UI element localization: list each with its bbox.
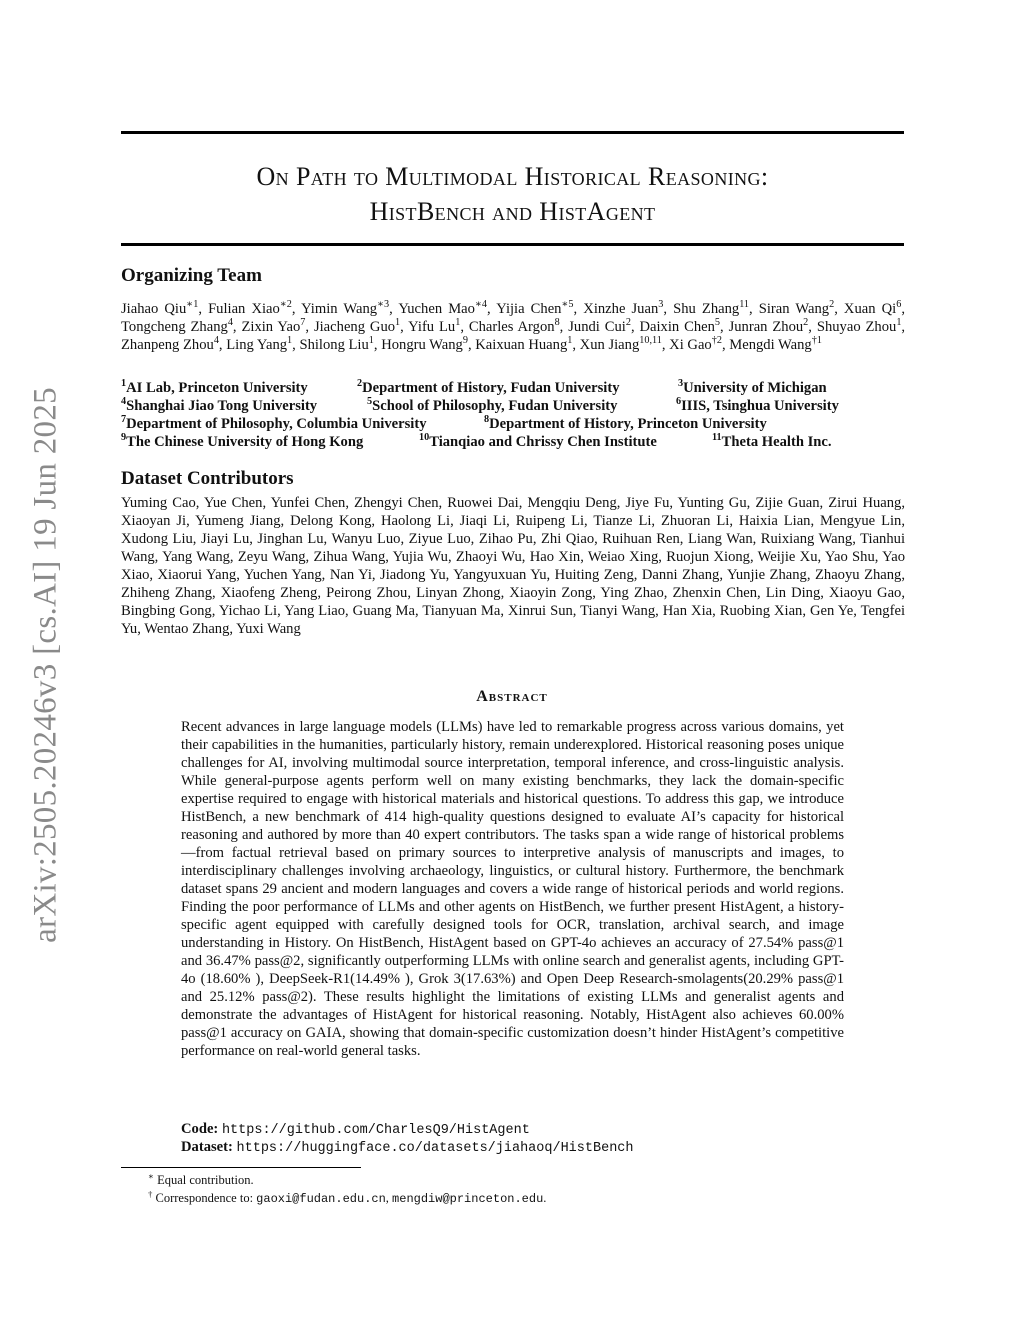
abstract-heading: Abstract (476, 688, 548, 705)
affiliation-9: $^9$The Chinese University of Hong Kong (121, 432, 364, 450)
affiliation-3: $^3$University of Michigan (678, 378, 827, 396)
affiliation-row-3 (121, 416, 767, 433)
author-affiliation-mark: 8 (554, 317, 560, 329)
author-name: Yuchen Mao (398, 301, 475, 317)
author-name: Ling Yang (226, 337, 288, 353)
title-rule-bottom (121, 243, 904, 246)
author-affiliation-mark: 1 (455, 317, 461, 329)
contributor-list: Yuming Cao, Yue Chen, Yunfei Chen, Zhengyi Chen, Ruowei Dai, Mengqiu Deng, Jiye Fu, Yunting Gu, Zijie Guan, Zirui Huang, Xiaoyan Ji, Yumeng Jiang, Delong Kong, Haolong Li, Jiaqi Li, Ruipeng Li, Tianze Li, Zhuoran Li, Haixia Lian, Mengyue Lin, Xudong Liu, Jiayi Lu, Jinghan Lu, Wanyu Luo, Ziyue Luo, Zihao Pu, Zhi Qiao, Ruihuan Ren, Liang Wan, Ruixiang Wang, Tianhui Wang, Yang Wang, Zeyu Wang, Zihua Wang, Yujia Wu, Zhaoyi Wu, Hao Xin, Weiao Xing, Ruojun Xiong, Weijie Xu, Yao Shu, Yao Xiao, Xiaorui Yang, Yuchen Yang, Nan Yi, Jiadong Yu, Yangyuxuan Yu, Huiting Zeng, Danni Zhang, Yunjie Zhang, Zhaoyu Zhang, Zhiheng Zhang, Xiaofeng Zheng, Peirong Zhou, Linyan Zhong, Xiaoyin Zong, Ying Zhao, Zhenxin Chen, Lin Ding, Xiaoyu Gao, Bingbing Gong, Yichao Li, Yang Liao, Guang Ma, Tianyuan Ma, Xinrui Sun, Tianyi Wang, Han Xia, Ruobing Xian, Gen Ye, Tengfei Yu, Wentao Zhang, Yuxi Wang (121, 495, 905, 637)
author-name: Mengdi Wang (729, 337, 812, 353)
affiliation-row-2 (121, 398, 839, 415)
author-affiliation-mark: ∗3 (377, 299, 390, 311)
author-name: Jiacheng Guo (313, 319, 396, 335)
affiliation-6: $^6$IIIS, Tsinghua University (676, 396, 839, 414)
dataset-link-line (181, 1139, 634, 1156)
author-affiliation-mark: 1 (567, 335, 573, 347)
author-affiliation-mark: 11 (739, 299, 750, 311)
author-affiliation-mark: 10,11 (639, 335, 662, 347)
affiliation-5: $^5$School of Philosophy, Fudan University (367, 396, 618, 414)
author-name: Fulian Xiao (208, 301, 280, 317)
arxiv-id: arXiv:2505.20246v3 [cs.AI] 19 Jun 2025 (27, 387, 64, 943)
author-affiliation-mark: 2 (803, 317, 809, 329)
author-affiliation-mark: ∗4 (474, 299, 488, 311)
email-link-1[interactable]: gaoxi@fudan.edu.cn (256, 1192, 386, 1206)
author-name: Yijia Chen (496, 301, 562, 317)
footnote-correspondence: † Correspondence to: gaoxi@fudan.edu.cn, mengdiw@princeton.edu. (148, 1188, 547, 1206)
affiliation-8: $^8$Department of History, Princeton University (484, 414, 767, 432)
author-list: Jiahao Qiu$^{∗1}$, Fulian Xiao$^{∗2}$, Yimin Wang$^{∗3}$, Yuchen Mao$^{∗4}$, Yijia Chen$^{∗5}$, Xinzhe Juan$^3$, Shu Zhang$^{11}$, Siran Wang$^2$, Xuan Qi$^6$, Tongcheng Zhang$^4$, Zixin Yao$^7$, Jiacheng Guo$^1$, Yifu Lu$^1$, Charles Argon$^8$, Jundi Cui$^2$, Daixin Chen$^5$, Junran Zhou$^2$, Shuyao Zhou$^1$, Zhanpeng Zhou$^4$, Ling Yang$^1$, Shilong Liu$^1$, Hongru Wang$^9$, Kaixuan Huang$^1$, Xun Jiang$^{10,11}$, Xi Gao$^{\dagger 2}$, Mengdi Wang$^{\dagger 1}$ (121, 299, 906, 353)
code-label: Code: (181, 1121, 219, 1137)
abstract-body: Recent advances in large language models (LLMs) have led to remarkable progress across various domains, yet their capabilities in the humanities, particularly history, remain underexplored. Historical reasoning poses unique challenges for AI, involving multimodal source interpretation, temporal inference, and cross-linguistic analysis. While general-purpose agents perform well on many existing benchmarks, they lack the domain-specific expertise required to engage with historical materials and historical questions. To address this gap, we introduce HistBench, a new benchmark of 414 high-quality questions designed to evaluate AI’s capacity for historical reasoning and authored by more than 40 expert contributors. The tasks span a wide range of historical problems—from factual retrieval based on primary sources to interpretive analysis of manuscripts and images, to interdisciplinary challenges involving archaeology, linguistics, or cultural history. Furthermore, the benchmark dataset spans 29 ancient and modern languages and covers a wide range of historical periods and world regions. Finding the poor performance of LLMs and other agents on HistBench, we further present HistAgent, a history-specific agent equipped with carefully designed tools for OCR, translation, archival search, and image understanding in History. On HistBench, HistAgent based on GPT-4o achieves an accuracy of 27.54% pass@1 and 36.47% pass@2, significantly outperforming LLMs with online search and generalist agents, including GPT-4o (18.60% ), DeepSeek-R1(14.49% ), Grok 3(17.63%) and Open Deep Research-smolagents(20.29% pass@1 and 25.12% pass@2). These results highlight the limitations of existing LLMs and generalist agents and demonstrate the advantages of HistAgent for historical reasoning. Notably, HistAgent also achieves 60.00% pass@1 accuracy on GAIA, showing that domain-specific customization doesn’t hinder HistAgent’s competitive performance on real-world general tasks. (181, 719, 844, 1059)
author-affiliation-mark: 4 (213, 335, 219, 347)
author-name: Shilong Liu (299, 337, 369, 353)
footnote-mark-asterisk: ∗ (148, 1170, 154, 1181)
footnote-corr-text: Correspondence to: (155, 1191, 254, 1205)
author-name: Jiahao Qiu (121, 301, 187, 317)
author-name: Charles Argon (468, 319, 555, 335)
footnote-equal-text: Equal contribution. (157, 1173, 254, 1187)
author-name: Yimin Wang (301, 301, 378, 317)
author-affiliation-mark: 1 (896, 317, 902, 329)
author-name: Jundi Cui (568, 319, 626, 335)
affiliation-row-1 (121, 380, 827, 397)
author-name: Xi Gao (669, 337, 712, 353)
affiliation-7: $^7$Department of Philosophy, Columbia University (121, 414, 427, 432)
affiliation-10: $^{10}$Tianqiao and Chrissy Chen Institute (419, 432, 657, 450)
footnote-equal-contribution (148, 1170, 254, 1188)
affiliation-row-4 (121, 434, 832, 451)
author-name: Siran Wang (758, 301, 830, 317)
author-name: Tongcheng Zhang (121, 319, 228, 335)
author-name: Kaixuan Huang (475, 337, 568, 353)
author-affiliation-mark: 5 (714, 317, 721, 329)
author-affiliation-mark: 3 (658, 299, 664, 311)
footnote-mark-dagger: † (148, 1188, 153, 1199)
author-name: Shuyao Zhou (816, 319, 897, 335)
author-name: Xuan Qi (843, 301, 897, 317)
author-name: Zhanpeng Zhou (121, 337, 214, 353)
author-affiliation-mark: ∗2 (279, 299, 292, 311)
author-affiliation-mark: †2 (711, 335, 722, 347)
author-affiliation-mark: 6 (896, 299, 902, 311)
author-affiliation-mark: 9 (462, 335, 468, 347)
author-name: Xinzhe Juan (583, 301, 659, 317)
arxiv-sidebar-stamp (16, 380, 76, 950)
author-name: Junran Zhou (728, 319, 804, 335)
author-affiliation-mark: †1 (811, 335, 822, 347)
email-link-2[interactable]: mengdiw@princeton.edu (392, 1192, 544, 1206)
author-name: Yifu Lu (408, 319, 456, 335)
code-link-line (181, 1121, 530, 1138)
author-affiliation-mark: 1 (395, 317, 401, 329)
author-affiliation-mark: 4 (227, 317, 233, 329)
dataset-url-link[interactable]: https://huggingface.co/datasets/jiahaoq/HistBench (236, 1141, 634, 1156)
author-affiliation-mark: 7 (300, 317, 306, 329)
affiliation-4: $^4$Shanghai Jiao Tong University (121, 396, 318, 414)
author-affiliation-mark: ∗5 (561, 299, 574, 311)
author-name: Xun Jiang (579, 337, 640, 353)
author-affiliation-mark: 1 (287, 335, 293, 347)
dataset-label: Dataset: (181, 1139, 233, 1155)
affiliation-11: $^{11}$Theta Health Inc. (712, 432, 832, 450)
author-affiliation-mark: 1 (368, 335, 374, 347)
paper-title-line-2: HistBench and HistAgent (369, 197, 656, 226)
author-affiliation-mark: 2 (829, 299, 835, 311)
author-name: Daixin Chen (639, 319, 715, 335)
author-name: Shu Zhang (673, 301, 740, 317)
code-url-link[interactable]: https://github.com/CharlesQ9/HistAgent (221, 1123, 530, 1138)
author-name: Zixin Yao (241, 319, 301, 335)
title-rule-top (121, 131, 904, 134)
author-affiliation-mark: 2 (625, 317, 631, 329)
paper-title-line-1: On Path to Multimodal Historical Reasoning: (256, 162, 769, 191)
dataset-contributors-heading: Dataset Contributors (121, 468, 294, 489)
organizing-team-heading: Organizing Team (121, 265, 262, 286)
affiliation-1: $^1$AI Lab, Princeton University (121, 378, 308, 396)
affiliation-2: $^2$Department of History, Fudan University (357, 378, 620, 396)
author-name: Hongru Wang (381, 337, 463, 353)
author-affiliation-mark: ∗1 (186, 299, 199, 311)
footnote-rule (121, 1167, 361, 1168)
